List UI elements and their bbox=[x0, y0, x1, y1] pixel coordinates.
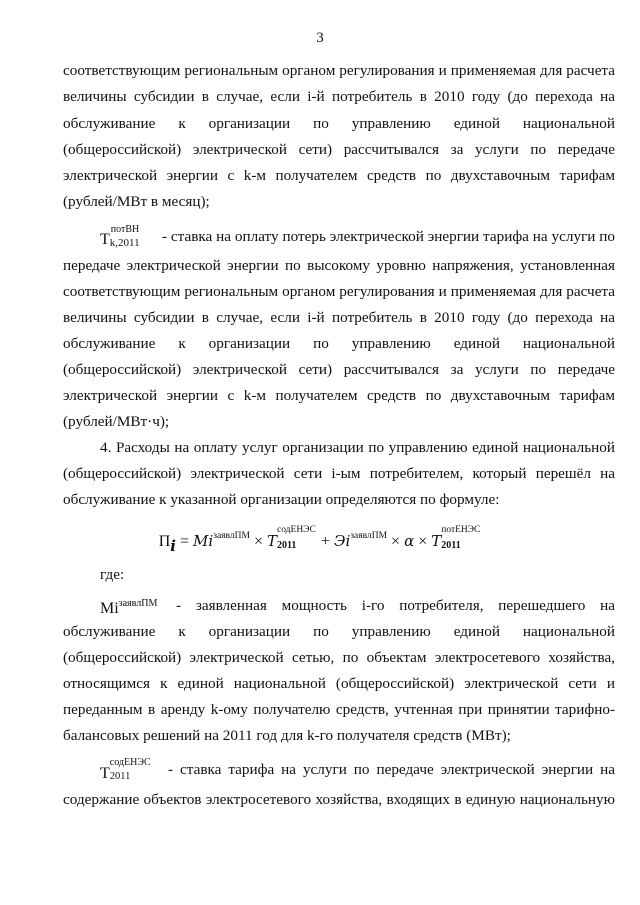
text-line: (общероссийской) электрической сети) рассчитывался за услуги по передаче bbox=[63, 141, 615, 158]
text-line: электрической энергии с k-м получателем средств по двухставочным тарифам bbox=[63, 387, 615, 404]
text-line: (рублей/МВт·ч); bbox=[63, 413, 170, 430]
text-line: обслуживание к организации по управлению единой национальной bbox=[63, 335, 615, 352]
text-line: - ставка на оплату потерь электрической энергии тарифа на услуги по bbox=[162, 228, 615, 245]
text-line: - заявленная мощность i-го потребителя, перешедшего на bbox=[176, 597, 615, 614]
text-line: электрической энергии с k-м получателем средств по двухставочным тарифам bbox=[63, 167, 615, 184]
text-line: (рублей/МВт в месяц); bbox=[63, 193, 210, 210]
symbol-t-sod: Т содЕНЭС 2011 bbox=[100, 757, 151, 782]
text-line: передаче электрической энергии по высокому уровню напряжения, установленная bbox=[63, 257, 615, 274]
text-line: балансовых решений на 2011 год для k-го получателя средств (МВт); bbox=[63, 727, 511, 744]
symbol-t-loss: Т потВН k,2011 bbox=[100, 224, 140, 249]
text-line: 4. Расходы на оплату услуг организации по управлению единой национальной bbox=[100, 439, 615, 456]
text-line: переданным в аренду k-ому получателю средств, учтенная при принятии тарифно- bbox=[63, 701, 615, 718]
formula: Пi = $Mi^{заявлПМ} \times T$ содЕНЭС 2011 + $Эi^{заявлПМ} \times \alpha \times T$ потЕНЭС 2011 bbox=[158, 525, 481, 555]
text-line: - ставка тарифа на услуги по передаче электрической энергии на bbox=[168, 761, 615, 778]
text-line: где: bbox=[100, 566, 125, 583]
text-line: обслуживание к организации по управлению единой национальной bbox=[63, 623, 615, 640]
symbol-mi: $Mi^{заявлПМ}$ bbox=[100, 598, 158, 617]
text-line: соответствующим региональным органом регулирования и применяемая для расчета bbox=[63, 62, 615, 79]
text-line: относящимся к единой национальной (общероссийской) электрической сети и bbox=[63, 675, 615, 692]
text-line: величины субсидии в случае, если i-й потребитель в 2010 году (до перехода на bbox=[63, 309, 615, 326]
text-line: обслуживание к указанной организации определяются по формуле: bbox=[63, 491, 500, 508]
text-line: величины субсидии в случае, если i-й потребитель в 2010 году (до перехода на bbox=[63, 88, 615, 105]
text-line: (общероссийской) электрической сети) рассчитывался за услуги по передаче bbox=[63, 361, 615, 378]
text-line: (общероссийской) электрической сети i-ым потребителем, который перешёл на bbox=[63, 465, 615, 482]
text-line: (общероссийской) электрической сетью, по объектам электросетевого хозяйства, bbox=[63, 649, 615, 666]
text-line: содержание объектов электросетевого хозяйства, входящих в единую национальную bbox=[63, 791, 615, 808]
text-line: соответствующим региональным органом регулирования и применяемая для расчета bbox=[63, 283, 615, 300]
text-line: обслуживание к организации по управлению единой национальной bbox=[63, 115, 615, 132]
page-number: 3 bbox=[316, 30, 324, 46]
